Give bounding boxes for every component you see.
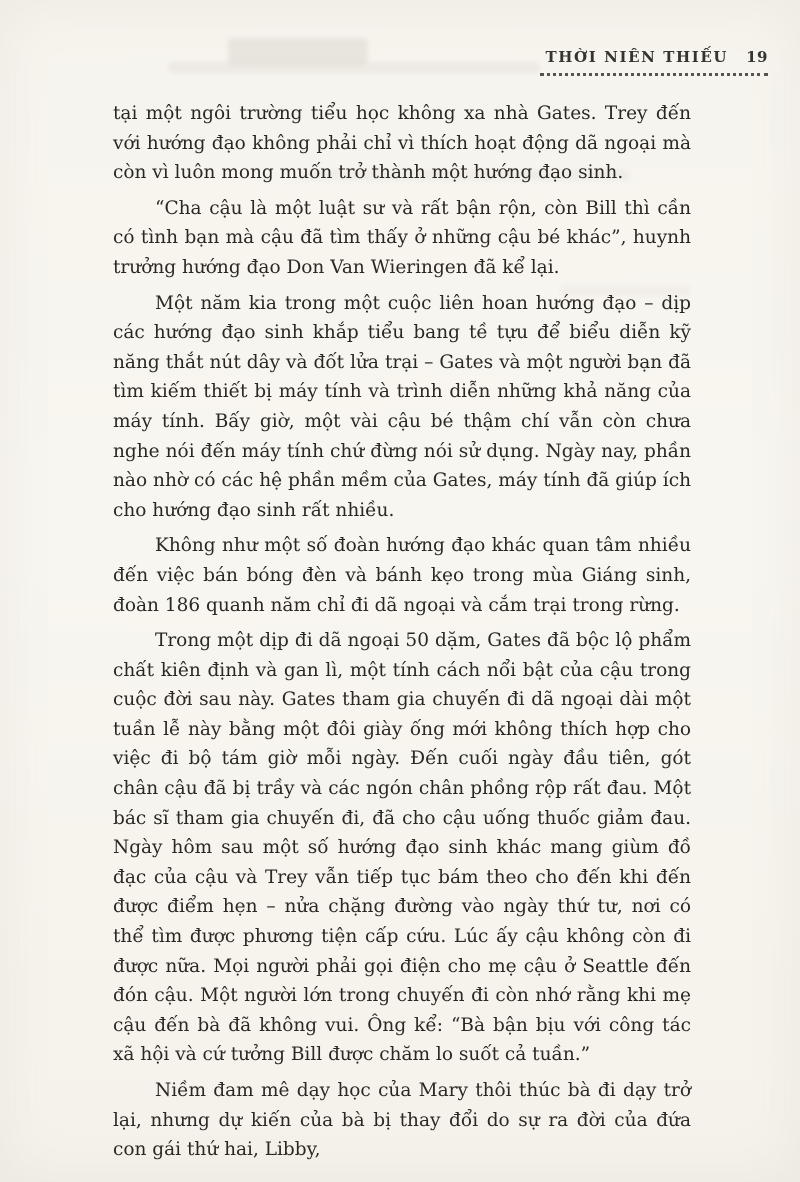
bleed-through-artifact — [228, 38, 368, 64]
paragraph: tại một ngôi trường tiểu học không xa nhà Gates. Trey đến với hướng đạo không phải chỉ vì thích hoạt động dã ngoại mà còn vì luôn mong muốn trở thành một hướng đạo sinh. — [113, 103, 691, 184]
header-dotted-rule — [540, 73, 768, 76]
body-text — [113, 99, 691, 1171]
paragraph: Một năm kia trong một cuộc liên hoan hướng đạo – dịp các hướng đạo sinh khắp tiểu bang tề tựu để biểu diễn kỹ năng thắt nút dây và đốt lửa trại – Gates và một người bạn đã tìm kiếm thiết bị máy tính và trình diễn những khả năng của máy tính. Bấy giờ, một vài cậu bé thậm chí vẫn còn chưa nghe nói đến máy tính chứ đừng nói sử dụng. Ngày nay, phần nào nhờ có các hệ phần mềm của Gates, máy tính đã giúp ích cho hướng đạo sinh rất nhiều. — [113, 292, 691, 521]
bleed-through-artifact — [168, 62, 540, 73]
paragraph: Trong một dịp đi dã ngoại 50 dặm, Gates đã bộc lộ phẩm chất kiên định và gan lì, một tính cách nổi bật của cậu trong cuộc đời sau này. Gates tham gia chuyến đi dã ngoại dài một tuần lễ này bằng một đôi giày ống mới không thích hợp cho việc đi bộ tám giờ mỗi ngày. Đến cuối ngày đầu tiên, gót chân cậu đã bị trầy và các ngón chân phồng rộp rất đau. Một bác sĩ tham gia chuyến đi, đã cho cậu uống thuốc giảm đau. Ngày hôm sau một số hướng đạo sinh khác mang giùm đồ đạc của cậu và Trey vẫn tiếp tục bám theo cho đến khi đến được điểm hẹn – nửa chặng đường vào ngày thứ tư, nơi có thể tìm được phương tiện cấp cứu. Lúc ấy cậu không còn đi được nữa. Mọi người phải gọi điện cho mẹ cậu ở Seattle đến đón cậu. Một người lớn trong chuyến đi còn nhớ rằng khi mẹ cậu đến bà đã không vui. Ông kể: “Bà bận bịu với công tác xã hội và cứ tưởng Bill được chăm lo suốt cả tuần.” — [113, 630, 691, 1066]
paragraph: Niềm đam mê dạy học của Mary thôi thúc bà đi dạy trở lại, nhưng dự kiến của bà bị thay đổi do sự ra đời của đứa con gái thứ hai, Libby, — [113, 1080, 691, 1161]
paragraph: “Cha cậu là một luật sư và rất bận rộn, còn Bill thì cần có tình bạn mà cậu đã tìm thấy ở những cậu bé khác”, huynh trưởng hướng đạo Don Van Wieringen đã kể lại. — [113, 197, 691, 278]
running-title: THỜI NIÊN THIẾU — [545, 48, 729, 66]
page-number: 19 — [746, 48, 768, 66]
page-header — [540, 48, 768, 76]
paragraph: Không như một số đoàn hướng đạo khác quan tâm nhiều đến việc bán bóng đèn và bánh kẹo trong mùa Giáng sinh, đoàn 186 quanh năm chỉ đi dã ngoại và cắm trại trong rừng. — [113, 535, 691, 616]
